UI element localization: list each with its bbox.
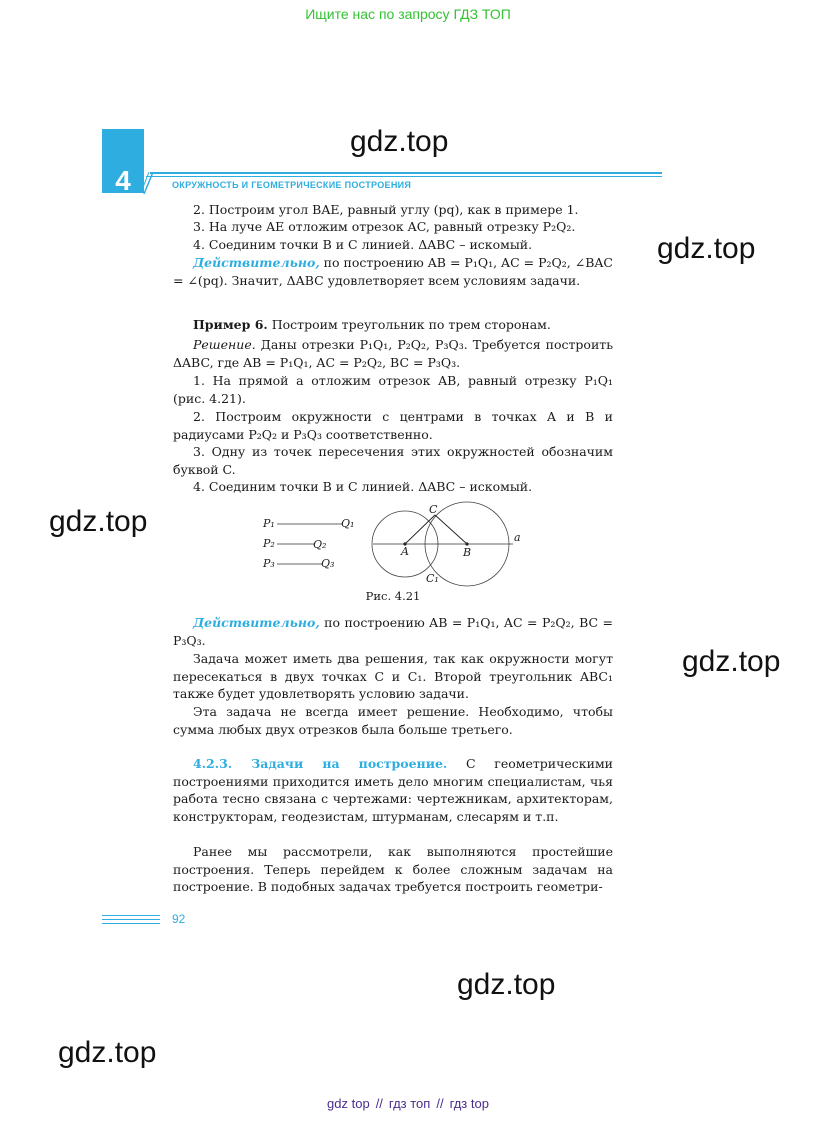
example-heading-paragraph [173, 316, 613, 334]
verification-lead: Действительно, [193, 255, 320, 270]
page-number-rule [102, 915, 160, 927]
chapter-rule [150, 172, 662, 174]
figure-caption: Рис. 4.21 [365, 589, 421, 603]
not-always-paragraph: Эта задача не всегда имеет решение. Необходимо, чтобы сумма любых двух отрезков была больше третьего. [173, 704, 613, 737]
chapter-number: 4 [115, 165, 131, 196]
section-heading: 4.2.3. Задачи на построение. [193, 756, 448, 771]
watermark: gdz.top [457, 968, 556, 1001]
label-a: A [401, 545, 409, 558]
earlier-paragraph: Ранее мы рассмотрели, как выполняются простейшие построения. Теперь перейдем к более сложным задачам на построение. В подобных задачах требуется построить геометри- [173, 844, 613, 894]
verification-paragraph [173, 254, 613, 289]
solution-label: Решение. [193, 337, 256, 352]
label-b: B [463, 546, 472, 559]
link-separator: // [436, 1096, 444, 1111]
label-line-a: a [514, 531, 521, 544]
label-q3: Q₃ [321, 557, 335, 570]
step-paragraph: 1. На прямой a отложим отрезок AB, равный отрезку P₁Q₁ (рис. 4.21). [173, 373, 613, 406]
step-paragraph: 4. Соединим точки B и C линией. ΔABC – искомый. [193, 479, 533, 494]
bottom-links [0, 1096, 816, 1111]
side-bc [435, 515, 467, 544]
label-q1: Q₁ [341, 517, 355, 530]
example-label: Пример 6. [193, 317, 268, 332]
step-paragraph: 4. Соединим точки B и C линией. ΔABC – искомый. [193, 237, 533, 252]
label-p2: P₂ [263, 537, 275, 550]
page-number: 92 [172, 912, 186, 926]
step-paragraph: 3. На луче AE отложим отрезок AC, равный отрезку P₂Q₂. [193, 219, 576, 234]
section-paragraph [173, 755, 613, 825]
top-search-link[interactable]: Ищите нас по запросу ГДЗ ТОП [305, 6, 511, 22]
label-q2: Q₂ [313, 538, 327, 551]
bottom-link[interactable]: gdz top [327, 1096, 370, 1111]
watermark: gdz.top [657, 232, 756, 265]
step-paragraph: 2. Построим окружности с центрами в точках A и B и радиусами P₂Q₂ и P₃Q₃ соответственно. [173, 409, 613, 442]
side-ac [405, 515, 435, 544]
watermark: gdz.top [350, 125, 449, 158]
verification-paragraph [173, 614, 613, 649]
watermark: gdz.top [682, 645, 781, 678]
solution-paragraph [173, 336, 613, 371]
chapter-rule [146, 176, 662, 177]
verification-text: по построению AB = P₁Q₁, AC = P₂Q₂, ∠BAC = ∠(pq). Значит, ΔABC удовлетворяет всем условиям задачи. [173, 255, 613, 288]
section-text: С геометрическими построениями приходится иметь дело многим специалистам, чья работа тесно связана с чертежами: чертежникам, архитекторам, конструкторам, геодезистам, штурманам, слесарям и т.п. [173, 756, 613, 824]
watermark: gdz.top [58, 1036, 157, 1069]
label-p3: P₃ [263, 557, 275, 570]
label-p1: P₁ [263, 517, 275, 530]
step-paragraph: 3. Одну из точек пересечения этих окружностей обозначим буквой C. [173, 444, 613, 477]
example-heading-text: Построим треугольник по трем сторонам. [267, 317, 551, 332]
verification-text: по построению AB = P₁Q₁, AC = P₂Q₂, BC = P₃Q₃. [173, 615, 613, 648]
step-paragraph: 2. Построим угол BAE, равный углу (pq), как в примере 1. [193, 202, 579, 217]
label-c: C [429, 503, 438, 516]
two-solutions-paragraph: Задача может иметь два решения, так как окружности могут пересекаться в двух точках C и C₁. Второй треугольник ABC₁ также будет удовлетворять условию задачи. [173, 651, 613, 701]
watermark: gdz.top [49, 505, 148, 538]
bottom-link[interactable]: гдз top [449, 1096, 489, 1111]
chapter-title: ОКРУЖНОСТЬ И ГЕОМЕТРИЧЕСКИЕ ПОСТРОЕНИЯ [172, 180, 412, 190]
solution-text: Даны отрезки P₁Q₁, P₂Q₂, P₃Q₃. Требуется построить ΔABC, где AB = P₁Q₁, AC = P₂Q₂, BC = P₃Q₃. [173, 337, 613, 370]
bottom-link[interactable]: гдз топ [388, 1096, 431, 1111]
label-c1: C₁ [426, 572, 439, 585]
link-separator: // [375, 1096, 383, 1111]
figure-4-21 [255, 500, 545, 600]
verification-lead: Действительно, [193, 615, 320, 630]
